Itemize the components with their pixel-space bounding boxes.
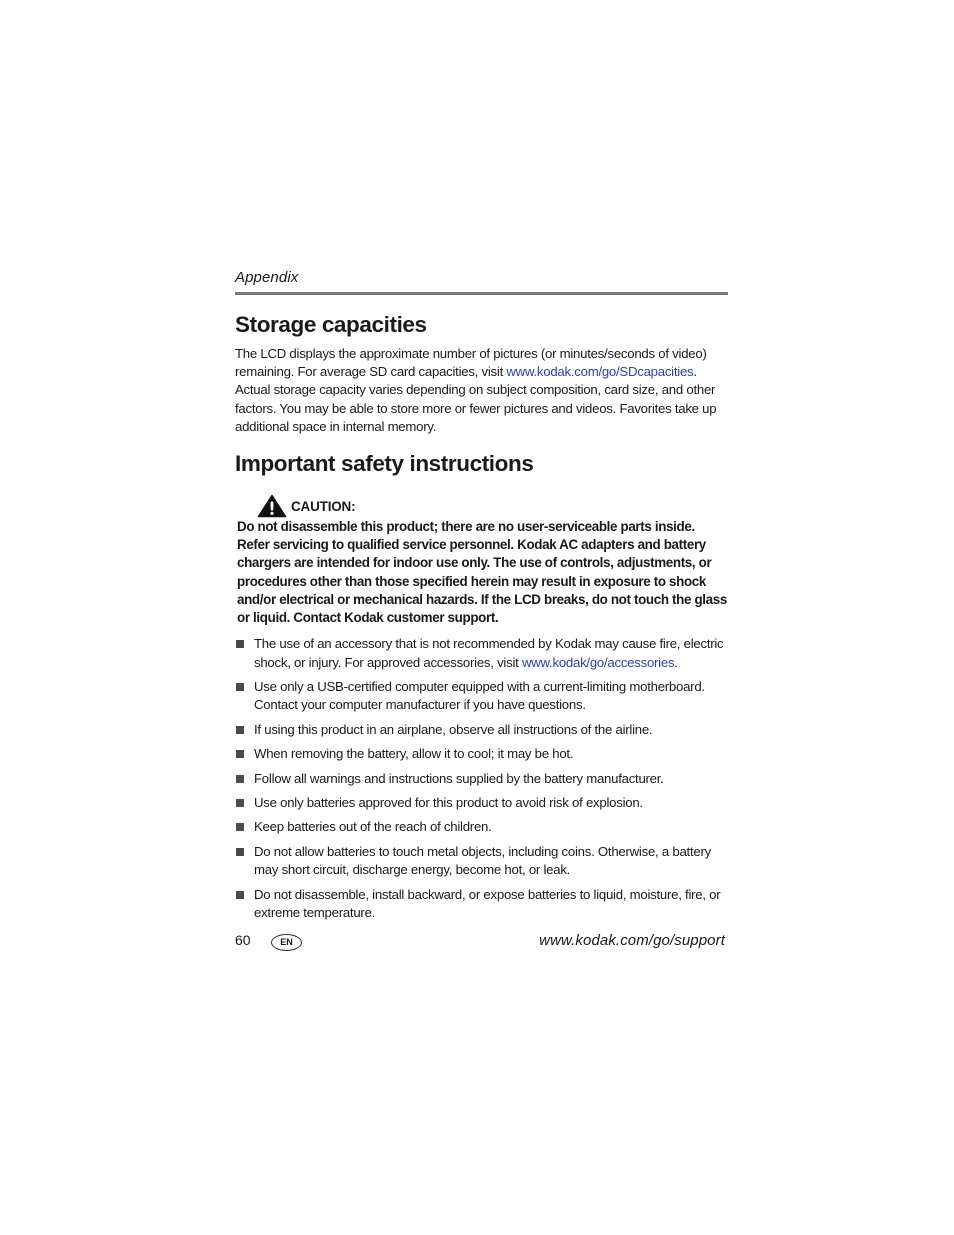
- square-bullet-icon: [236, 848, 244, 856]
- square-bullet-icon: [236, 640, 244, 648]
- language-badge: EN: [271, 934, 302, 951]
- bullet-text: Follow all warnings and instructions supplied by the battery manufacturer.: [254, 770, 664, 786]
- bullet-text: If using this product in an airplane, observe all instructions of the airline.: [254, 721, 653, 737]
- safety-bullet-list: [235, 635, 728, 922]
- storage-text-1: The LCD displays the approximate number of pictures (or minutes/seconds of video) remaining. For average SD card capacities, visit: [235, 346, 707, 380]
- safety-heading: Important safety instructions: [235, 451, 534, 477]
- accessories-link[interactable]: www.kodak/go/accessories: [521, 654, 675, 670]
- page-number: 60: [235, 932, 251, 948]
- running-head: Appendix: [235, 269, 299, 286]
- bullet-text: When removing the battery, allow it to cool; it may be hot.: [254, 746, 574, 762]
- list-item: [235, 678, 728, 715]
- square-bullet-icon: [236, 891, 244, 899]
- bullet-text: Use only a USB-certified computer equipped with a current-limiting motherboard. Contact your computer manufacturer if you have questions.: [254, 679, 705, 713]
- bullet-text: Do not disassemble, install backward, or expose batteries to liquid, moisture, fire, or extreme temperature.: [254, 886, 721, 921]
- list-item: [235, 818, 728, 836]
- manual-page: [235, 268, 728, 929]
- warning-triangle-icon: [257, 494, 287, 518]
- bullet-text: Do not allow batteries to touch metal objects, including coins. Otherwise, a battery may short circuit, discharge energy, become hot, or leak.: [254, 843, 711, 878]
- bullet-text: Use only batteries approved for this product to avoid risk of explosion.: [254, 795, 643, 811]
- list-item: [235, 770, 728, 788]
- square-bullet-icon: [236, 775, 244, 783]
- storage-text-2: . Actual storage capacity varies depending on subject composition, card size, and other factors. You may be able to store more or fewer pictures and videos. Favorites take up additional space in internal memory.: [235, 364, 717, 434]
- bullet-text: The use of an accessory that is not recommended by Kodak may cause fire, electric shock, or injury. For approved accessories, visit: [254, 636, 724, 670]
- header-rule: [235, 292, 728, 295]
- bullet-text-end: .: [674, 654, 678, 670]
- storage-heading: Storage capacities: [235, 312, 427, 337]
- list-item: [235, 635, 728, 672]
- square-bullet-icon: [236, 683, 244, 691]
- list-item: [235, 721, 728, 739]
- square-bullet-icon: [236, 750, 244, 758]
- support-url: www.kodak.com/go/support: [539, 932, 725, 949]
- list-item: [235, 794, 728, 812]
- list-item: [235, 886, 728, 923]
- bullet-text: Keep batteries out of the reach of children.: [254, 819, 492, 835]
- square-bullet-icon: [236, 726, 244, 734]
- page-footer: [235, 930, 725, 952]
- square-bullet-icon: [236, 799, 244, 807]
- list-item: [235, 843, 728, 880]
- list-item: [235, 745, 728, 763]
- caution-text: Do not disassemble this product; there are no user-serviceable parts inside. Refer servicing to qualified service personnel. Kodak AC adapters and battery chargers are intended for indoor use only. The use of controls, adjustments, or procedures other than those specified herein may result in exposure to shock and/or electrical or mechanical hazards. If the LCD breaks, do not touch the glass or liquid. Contact Kodak customer support.: [237, 519, 727, 626]
- square-bullet-icon: [236, 823, 244, 831]
- sd-capacities-link[interactable]: www.kodak.com/go/SDcapacities: [506, 364, 694, 380]
- caution-header: [257, 494, 728, 518]
- storage-paragraph: [235, 345, 728, 436]
- caution-label: CAUTION:: [291, 498, 356, 514]
